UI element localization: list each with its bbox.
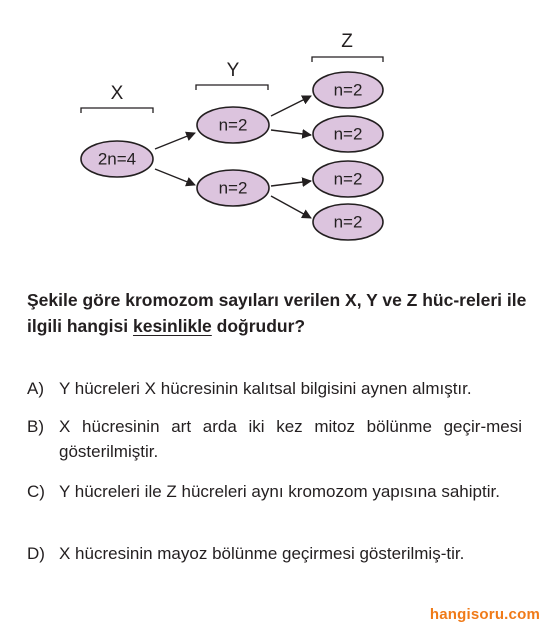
option-a-letter: A) [27, 379, 44, 398]
option-b-letter: B) [27, 417, 44, 436]
arrow-y2-to-z4 [271, 196, 311, 218]
cell-y2-label: n=2 [218, 178, 248, 198]
arrow-y2-to-z3 [271, 181, 311, 186]
cell-y1 [197, 107, 269, 143]
question-underlined-word: kesinlikle [132, 316, 212, 336]
option-d[interactable] [27, 541, 522, 566]
cell-z2 [313, 116, 383, 152]
option-d-text: X hücresinin mayoz bölünme geçirmesi gösterilmiş-tir. [59, 544, 465, 563]
brace-y [196, 85, 268, 90]
cell-z4 [313, 204, 383, 240]
option-b[interactable] [27, 414, 522, 464]
cell-z3 [313, 161, 383, 197]
cell-y1-label: n=2 [218, 115, 248, 135]
cell-x [81, 141, 153, 177]
option-c-text: Y hücreleri ile Z hücreleri aynı kromozom yapısına sahiptir. [59, 482, 500, 501]
arrow-x-to-y2 [155, 169, 195, 185]
question-text [27, 287, 527, 339]
cell-z1 [313, 72, 383, 108]
site-logo: hangisoru.com [429, 606, 540, 623]
cell-division-diagram [0, 0, 548, 280]
cell-y2 [197, 170, 269, 206]
label-y: Y [226, 60, 240, 81]
cell-z1-label: n=2 [333, 80, 363, 100]
option-b-text: X hücresinin art arda iki kez mitoz bölünme geçir-mesi gösterilmiştir. [59, 417, 522, 461]
option-c-letter: C) [27, 482, 45, 501]
arrow-y1-to-z1 [271, 96, 311, 116]
option-a[interactable] [27, 376, 522, 401]
option-a-text: Y hücreleri X hücresinin kalıtsal bilgisini aynen almıştır. [59, 379, 472, 398]
brace-z [312, 57, 383, 62]
question-part2: doğrudur? [211, 316, 306, 336]
cell-z3-label: n=2 [333, 169, 363, 189]
arrow-y1-to-z2 [271, 130, 311, 135]
question-part1: Şekile göre kromozom sayıları verilen X, Y ve Z hüc-releri ile ilgili hangisi [27, 290, 527, 336]
arrow-x-to-y1 [155, 133, 195, 149]
brace-x [81, 108, 153, 113]
cell-z2-label: n=2 [333, 124, 363, 144]
cell-z4-label: n=2 [333, 212, 363, 232]
label-z: Z [341, 31, 353, 52]
cell-x-label: 2n=4 [97, 149, 137, 169]
option-c[interactable] [27, 479, 522, 504]
label-x: X [110, 83, 124, 104]
option-d-letter: D) [27, 544, 45, 563]
